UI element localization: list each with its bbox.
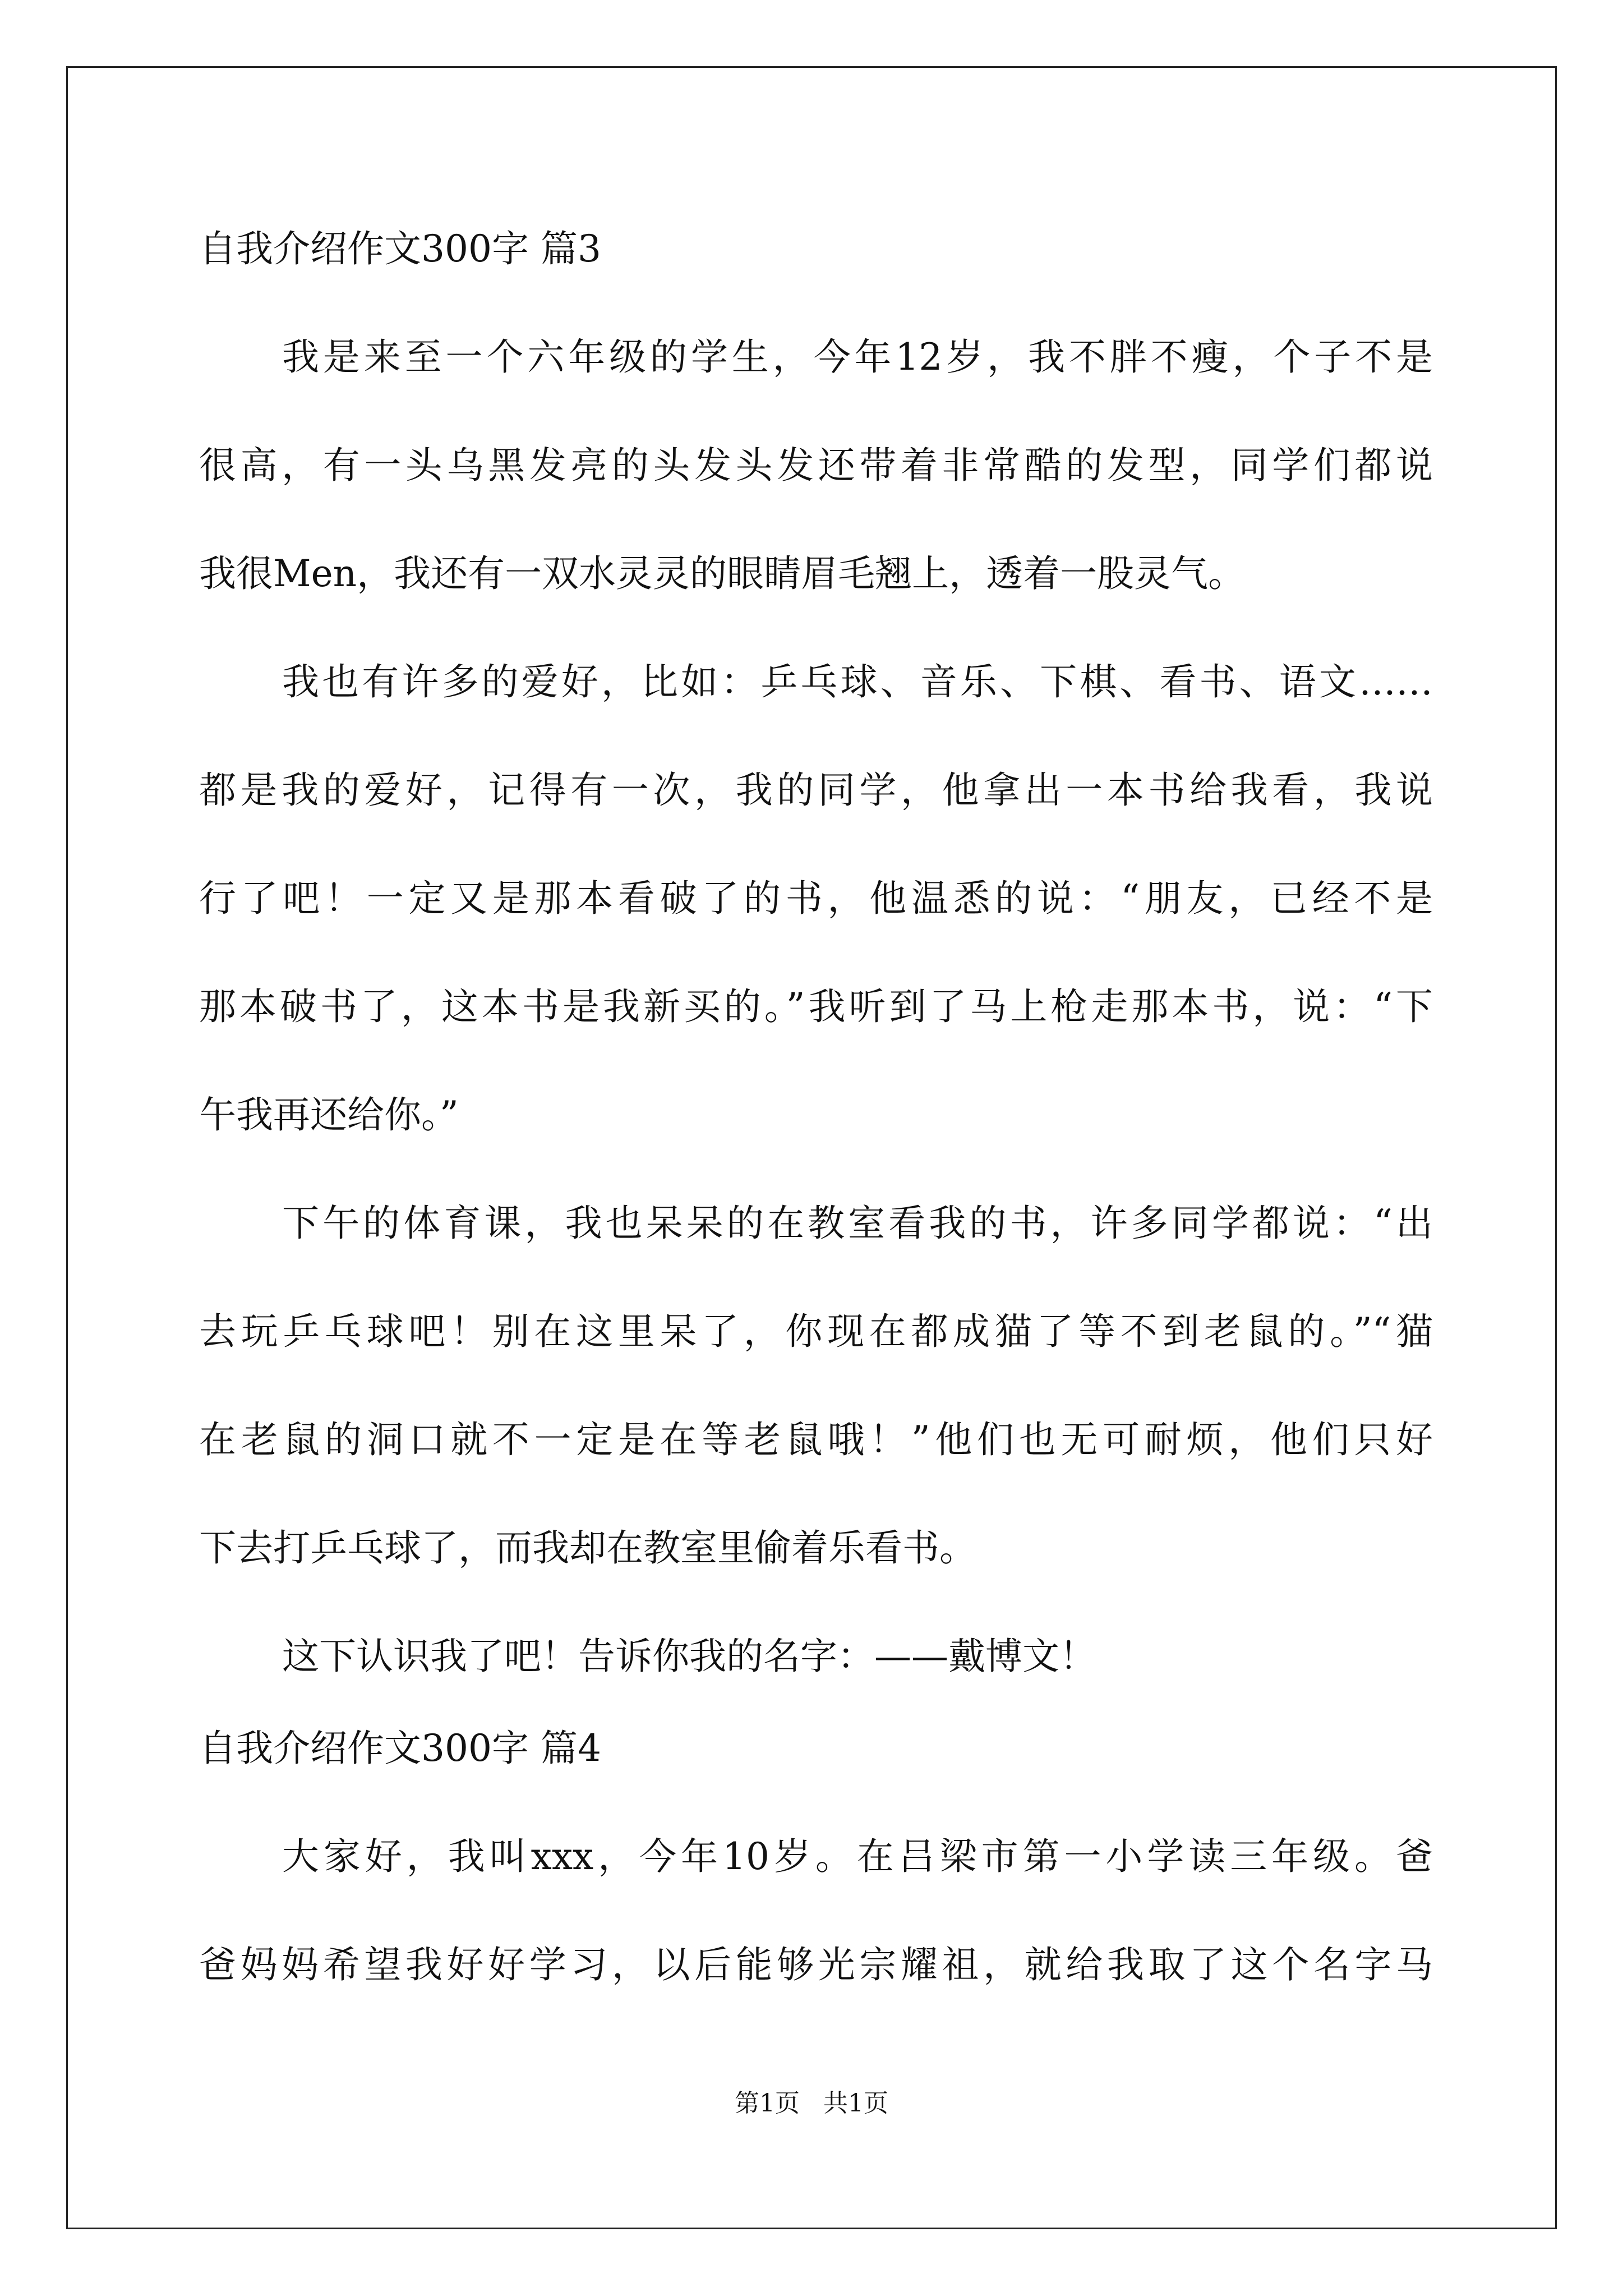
section-heading-3: 自我介绍作文300字 篇3 bbox=[199, 227, 601, 270]
section-heading-4: 自我介绍作文300字 篇4 bbox=[199, 1727, 601, 1770]
paragraph-line: 在老鼠的洞口就不一定是在等老鼠哦！”他们也无可耐烦，他们只好 bbox=[199, 1418, 1433, 1461]
paragraph-line: 大家好，我叫xxx，今年10岁。在吕梁市第一小学读三年级。爸 bbox=[282, 1835, 1433, 1878]
paragraph-line: 都是我的爱好，记得有一次，我的同学，他拿出一本书给我看，我说 bbox=[199, 769, 1433, 812]
paragraph-line: 那本破书了，这本书是我新买的。”我听到了马上枪走那本书，说：“下 bbox=[199, 985, 1433, 1028]
paragraph-line: 下去打乒乓球了，而我却在教室里偷着乐看书。 bbox=[199, 1526, 976, 1570]
paragraph-line: 很高，有一头乌黑发亮的头发头发还带着非常酷的发型，同学们都说 bbox=[199, 444, 1433, 487]
paragraph-line: 午我再还给你。” bbox=[199, 1093, 459, 1137]
page-footer: 第1页 共1页 bbox=[735, 2089, 888, 2118]
paragraph-line: 去玩乒乓球吧！别在这里呆了，你现在都成猫了等不到老鼠的。”“猫 bbox=[199, 1310, 1433, 1353]
paragraph-line: 我是来至一个六年级的学生，今年12岁，我不胖不瘦，个子不是 bbox=[282, 335, 1433, 379]
paragraph-line: 行了吧！一定又是那本看破了的书，他温悉的说：“朋友，已经不是 bbox=[199, 877, 1433, 920]
paragraph-line: 爸妈妈希望我好好学习，以后能够光宗耀祖，就给我取了这个名字马 bbox=[199, 1943, 1433, 1986]
paragraph-line: 这下认识我了吧！告诉你我的名字：——戴博文！ bbox=[282, 1635, 1096, 1678]
paragraph-line: 我很Men，我还有一双水灵灵的眼睛眉毛翘上，透着一股灵气。 bbox=[199, 552, 1246, 595]
page-border bbox=[66, 66, 1557, 2229]
paragraph-line: 下午的体育课，我也呆呆的在教室看我的书，许多同学都说：“出 bbox=[282, 1202, 1433, 1245]
paragraph-line: 我也有许多的爱好，比如：乒乓球、音乐、下棋、看书、语文…… bbox=[282, 660, 1433, 703]
